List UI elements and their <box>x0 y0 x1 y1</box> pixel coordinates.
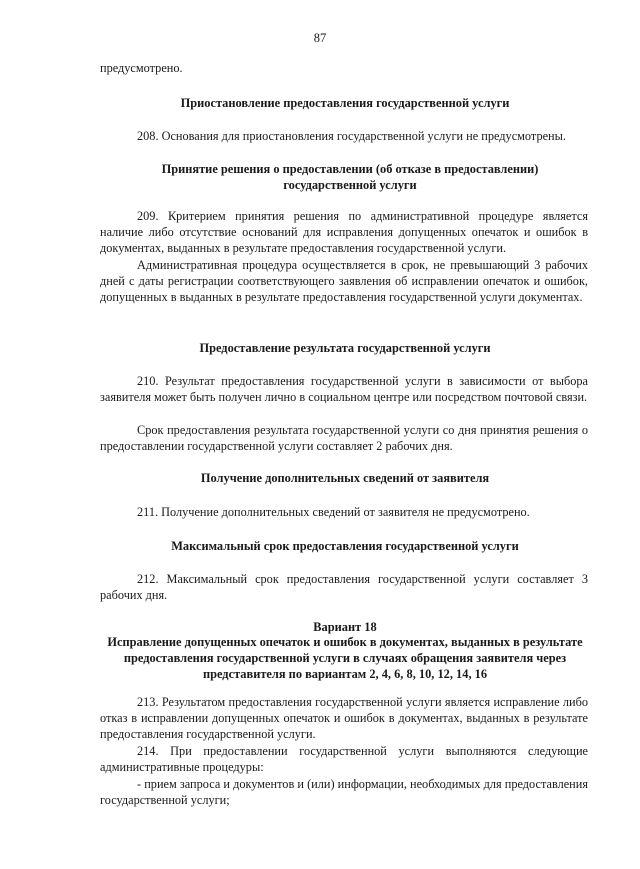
paragraph-210: 210. Результат предоставления государственной услуги в зависимости от выбора заявителя может быть получен лично в социальном центре или посредством почтовой связи. <box>100 374 588 405</box>
paragraph-214-item: - прием запроса и документов и (или) информации, необходимых для предоставления государственной услуги; <box>100 777 588 808</box>
paragraph-208: 208. Основания для приостановления государственной услуги не предусмотрены. <box>137 129 566 143</box>
heading-variant: Вариант 18 <box>313 620 377 634</box>
heading-max-term: Максимальный срок предоставления государственной услуги <box>171 539 519 553</box>
heading-suspension: Приостановление предоставления государственной услуги <box>180 96 510 110</box>
paragraph-209: 209. Критерием принятия решения по административной процедуре является наличие либо отсутствие оснований для исправления допущенных опечаток и ошибок в документах, выданных в результате предоставления государственной услуги. <box>100 209 588 256</box>
continued-text: предусмотрено. <box>100 61 183 75</box>
paragraph-212: 212. Максимальный срок предоставления государственной услуги составляет 3 рабочих дня. <box>100 572 588 603</box>
paragraph-211: 211. Получение дополнительных сведений от заявителя не предусмотрено. <box>137 505 530 519</box>
heading-result-delivery: Предоставление результата государственной услуги <box>199 341 491 355</box>
paragraph-214: 214. При предоставлении государственной услуги выполняются следующие административные процедуры: <box>100 744 588 775</box>
paragraph-213: 213. Результатом предоставления государственной услуги является исправление либо отказ в исправлении допущенных опечаток и ошибок в документах, выданных в результате предоставления государственной услуги. <box>100 695 588 742</box>
paragraph-210-term: Срок предоставления результата государственной услуги со дня принятия решения о предоставлении государственной услуги составляет 2 рабочих дня. <box>100 423 588 454</box>
heading-decision: Принятие решения о предоставлении (об отказе в предоставлении) государственной услуги <box>161 162 539 192</box>
page-number: 87 <box>313 31 327 45</box>
heading-additional-info: Получение дополнительных сведений от заявителя <box>200 471 490 485</box>
paragraph-209-term: Административная процедура осуществляется в срок, не превышающий 3 рабочих дней с даты регистрации соответствующего заявления об исправлении опечаток и ошибок, допущенных в выданных в результате предоставления государственной услуги документах. <box>100 258 588 305</box>
heading-variant-title: Исправление допущенных опечаток и ошибок в документах, выданных в результате предоставления государственной услуги в случаях обращения заявителя через представителя по вариантам 2, 4, 6, 8, 10, 12, 14, 16 <box>107 635 583 681</box>
